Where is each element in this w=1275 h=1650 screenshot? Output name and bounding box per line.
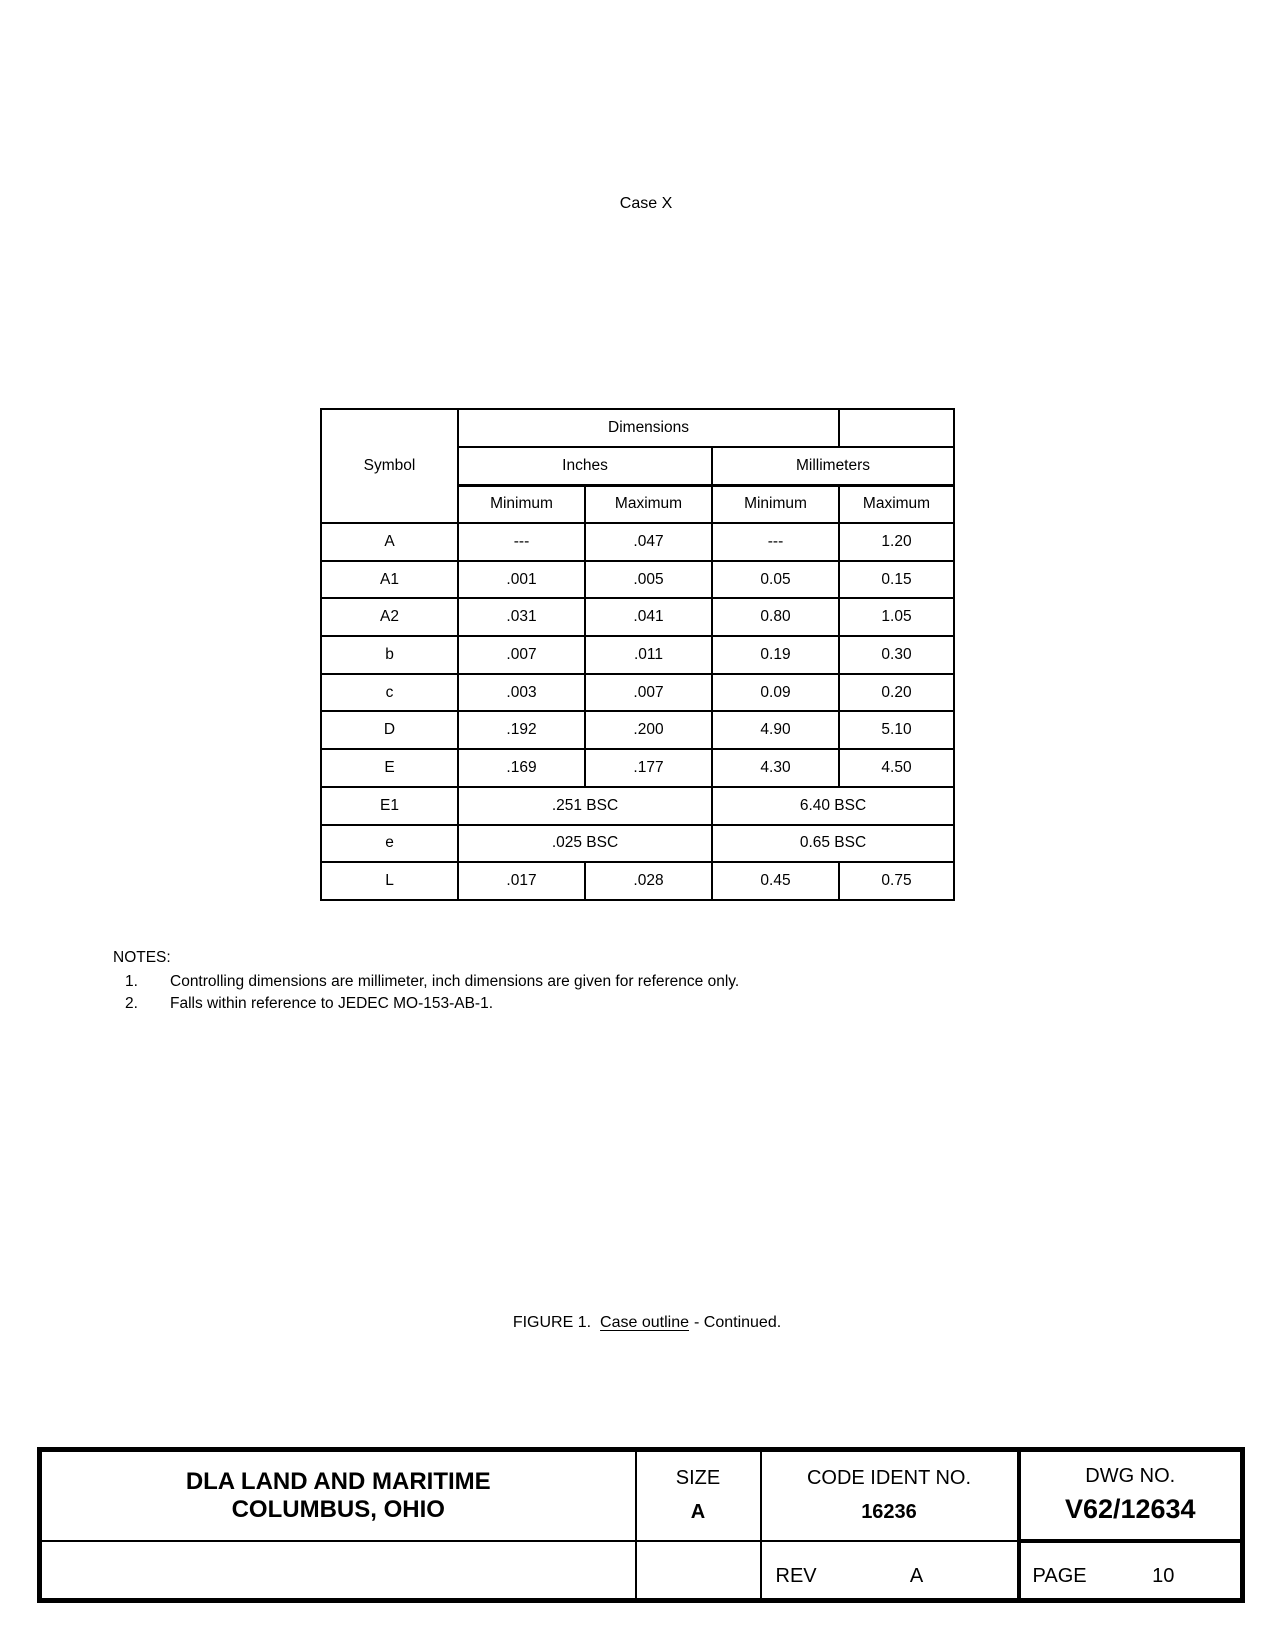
- value-cell: 0.19: [712, 636, 839, 674]
- value-cell: 0.80: [712, 598, 839, 636]
- value-cell: .192: [458, 711, 585, 749]
- value-cell: .031: [458, 598, 585, 636]
- bsc-cell: 0.65 BSC: [712, 825, 954, 863]
- note-number: 1.: [125, 973, 138, 990]
- value-cell: .007: [585, 674, 712, 712]
- table-row: [321, 598, 954, 636]
- org-name: DLA LAND AND MARITIME: [185, 1467, 491, 1495]
- title-block-row-1: [40, 1450, 1243, 1541]
- value-cell: .007: [458, 636, 585, 674]
- value-cell: .003: [458, 674, 585, 712]
- note-text: Controlling dimensions are millimeter, inch dimensions are given for reference only.: [170, 973, 740, 990]
- note-number: 2.: [125, 994, 138, 1012]
- value-cell: .041: [585, 598, 712, 636]
- value-cell: 1.05: [839, 598, 954, 636]
- value-cell: 0.05: [712, 561, 839, 599]
- value-cell: .017: [458, 862, 585, 900]
- value-cell: .011: [585, 636, 712, 674]
- value-cell: .001: [458, 561, 585, 599]
- figure-caption-prefix: FIGURE 1.: [512, 1314, 592, 1331]
- title-block: [37, 1447, 1245, 1603]
- dimensions-header-cell: Dimensions: [458, 409, 839, 447]
- value-cell: 0.30: [839, 636, 954, 674]
- value-cell: 1.20: [839, 523, 954, 561]
- header-blank-cell: [839, 409, 954, 447]
- table-row: [321, 636, 954, 674]
- dimensions-table: [320, 408, 955, 901]
- org-location: COLUMBUS, OHIO: [231, 1495, 445, 1523]
- bsc-cell: .025 BSC: [458, 825, 712, 863]
- value-cell: .169: [458, 749, 585, 787]
- size-cell: [636, 1450, 761, 1541]
- value-cell: .200: [585, 711, 712, 749]
- code-ident-label: CODE IDENT NO.: [806, 1467, 972, 1490]
- note-item: [113, 993, 1013, 1015]
- mm-max-header-cell: Maximum: [839, 485, 954, 523]
- table-row: [321, 711, 954, 749]
- value-cell: 0.15: [839, 561, 954, 599]
- inches-min-header-cell: Minimum: [458, 485, 585, 523]
- title-block-blank-cell: [40, 1541, 636, 1601]
- rev-cell: [761, 1541, 1019, 1601]
- size-label: SIZE: [675, 1467, 721, 1490]
- bsc-cell: 6.40 BSC: [712, 787, 954, 825]
- symbol-cell: e: [321, 825, 458, 863]
- symbol-cell: E: [321, 749, 458, 787]
- value-cell: 4.50: [839, 749, 954, 787]
- page-value: 10: [1152, 1565, 1175, 1588]
- value-cell: 0.20: [839, 674, 954, 712]
- notes-section: [113, 949, 1013, 1014]
- size-value: A: [690, 1501, 706, 1524]
- symbol-cell: A: [321, 523, 458, 561]
- value-cell: .177: [585, 749, 712, 787]
- millimeters-header-cell: Millimeters: [712, 447, 954, 485]
- value-cell: 0.75: [839, 862, 954, 900]
- symbol-cell: A1: [321, 561, 458, 599]
- value-cell: .005: [585, 561, 712, 599]
- table-header-row-1: [321, 409, 954, 447]
- value-cell: .047: [585, 523, 712, 561]
- symbol-cell: D: [321, 711, 458, 749]
- page-cell: [1019, 1541, 1243, 1601]
- org-cell: [40, 1450, 636, 1541]
- code-ident-cell: [761, 1450, 1019, 1541]
- dwg-no-cell: [1019, 1450, 1243, 1541]
- symbol-header-cell: Symbol: [321, 409, 458, 523]
- table-row: [321, 749, 954, 787]
- table-row: [321, 825, 954, 863]
- table-row: [321, 561, 954, 599]
- rev-label: REV: [775, 1564, 817, 1587]
- symbol-cell: c: [321, 674, 458, 712]
- symbol-cell: L: [321, 862, 458, 900]
- value-cell: 4.90: [712, 711, 839, 749]
- figure-caption-title: Case outline: [600, 1314, 690, 1331]
- case-label: Case X: [619, 195, 673, 212]
- rev-value: A: [909, 1564, 924, 1587]
- mm-min-header-cell: Minimum: [712, 485, 839, 523]
- title-block-blank-cell: [636, 1541, 761, 1601]
- value-cell: ---: [712, 523, 839, 561]
- note-text: Falls within reference to JEDEC MO-153-AB-1.: [170, 994, 494, 1012]
- dwg-no-value: V62/12634: [1064, 1494, 1196, 1525]
- page-label: PAGE: [1032, 1565, 1087, 1588]
- bsc-cell: .251 BSC: [458, 787, 712, 825]
- value-cell: 0.45: [712, 862, 839, 900]
- table-row: [321, 862, 954, 900]
- value-cell: 0.09: [712, 674, 839, 712]
- title-block-row-2: [40, 1541, 1243, 1601]
- figure-caption: [513, 1314, 781, 1332]
- table-row: [321, 787, 954, 825]
- notes-heading: NOTES:: [113, 949, 171, 966]
- value-cell: 5.10: [839, 711, 954, 749]
- note-item: [113, 971, 1013, 993]
- dwg-no-label: DWG NO.: [1085, 1465, 1176, 1488]
- value-cell: 4.30: [712, 749, 839, 787]
- code-ident-value: 16236: [861, 1501, 917, 1524]
- symbol-cell: A2: [321, 598, 458, 636]
- value-cell: ---: [458, 523, 585, 561]
- table-row: [321, 523, 954, 561]
- inches-header-cell: Inches: [458, 447, 712, 485]
- table-row: [321, 674, 954, 712]
- inches-max-header-cell: Maximum: [585, 485, 712, 523]
- figure-caption-suffix: - Continued.: [694, 1314, 782, 1331]
- symbol-cell: b: [321, 636, 458, 674]
- symbol-cell: E1: [321, 787, 458, 825]
- value-cell: .028: [585, 862, 712, 900]
